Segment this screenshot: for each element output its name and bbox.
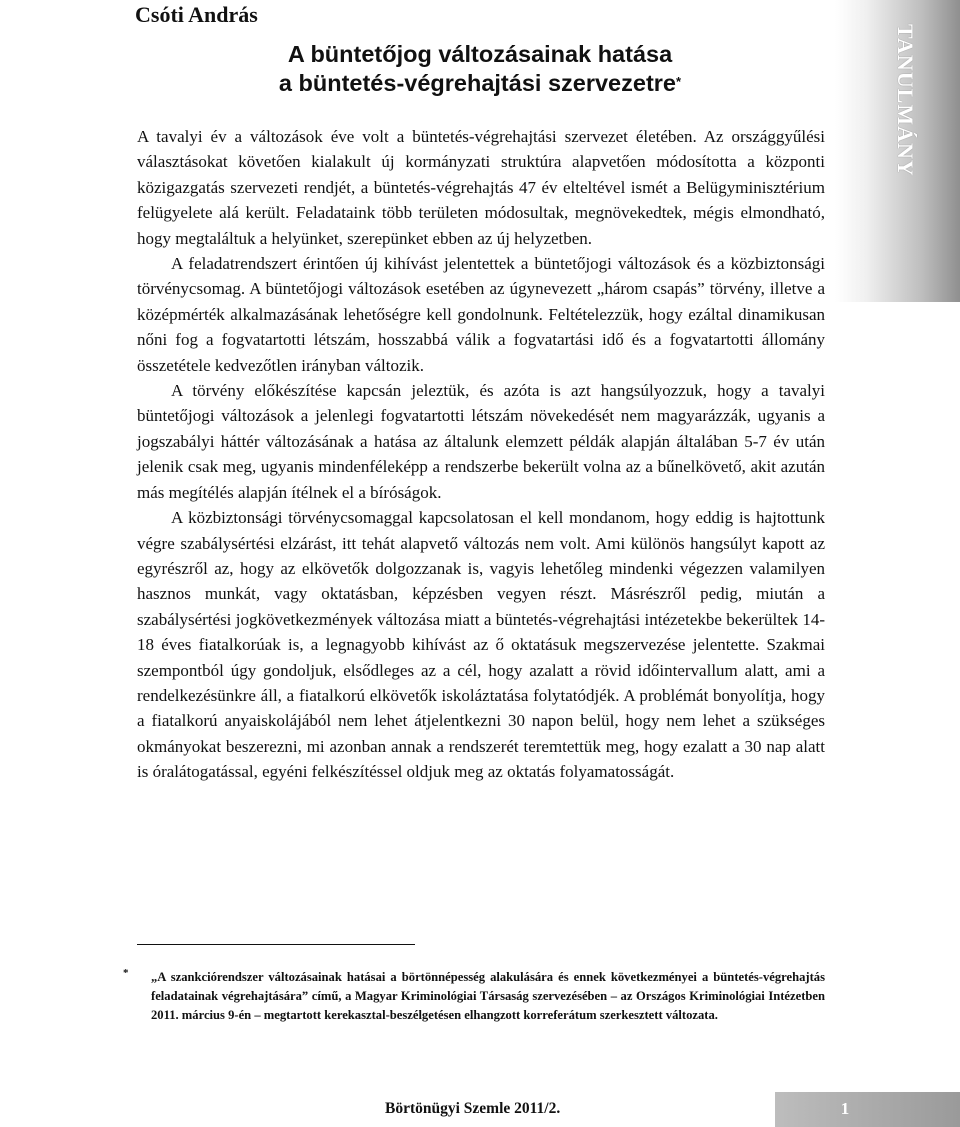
- article-body: [137, 124, 825, 785]
- title-line-2: [220, 69, 740, 98]
- title-footnote-mark: *: [676, 74, 682, 89]
- body-paragraph-1: A tavalyi év a változások éve volt a büntetés-végrehajtási szervezet életében. Az országgyűlési választásokat követően kialakult új kormányzati struktúra alapvetően módosította a központi közigazgatás szervezeti rendjét, a büntetés-végrehajtás 47 év elteltével ismét a Belügyminisztérium felügyelete alá került. Feladataink több területen módosultak, megnövekedtek, mégis elmondható, hogy megtaláltuk a helyünket, szerepünket ebben az új helyzetben.: [137, 127, 825, 248]
- article-title: [220, 40, 740, 98]
- journal-reference: Börtönügyi Szemle 2011/2.: [385, 1100, 561, 1117]
- page-number-box: [775, 1092, 960, 1127]
- body-paragraph-3: A törvény előkészítése kapcsán jeleztük, és azóta is azt hangsúlyozzuk, hogy a tavalyi büntetőjogi változások a jelenlegi fogvatartotti létszám növekedését nem magyarázzák, ugyanis a jogszabályi háttér változásának a hatása az általunk elemzett példák alapján általában 5-7 év után jelenik csak meg, ugyanis mindenféleképp a rendszerbe bekerült volna az a bűnelkövető, akit azután más megítélés alapján ítélnek el a bíróságok.: [137, 381, 825, 502]
- footnote: [123, 968, 825, 1025]
- title-line-2-text: a büntetés-végrehajtási szervezetre: [278, 70, 676, 96]
- author-name: Csóti András: [135, 2, 258, 27]
- footnote-text: „A szankciórendszer változásainak hatásai a börtönnépesség alakulására és ennek következményei a büntetés-végrehajtás feladatainak végrehajtására” című, a Magyar Kriminológiai Társaság szervezésében – az Országos Kriminológiai Intézetben 2011. március 9-én – megtartott kerekasztal-beszélgetésen elhangzott korreferátum szerkesztett változata.: [151, 970, 825, 1022]
- section-tab-label: TANULMÁNY: [893, 24, 918, 177]
- body-paragraph-4: A közbiztonsági törvénycsomaggal kapcsolatosan el kell mondanom, hogy eddig is hajtottunk végre szabálysértési elzárást, itt tehát alapvető változás nem volt. Ami különös hangsúlyt kapott az egyrészről az, hogy az elkövetők dolgozzanak is, vagyis lehetőleg mindenki végezzen valamilyen hasznos munkát, vagy oktatásban, képzésben vegyen részt. Másrészről pedig, miután a szabálysértési jogkövetkezmények változása miatt a büntetés-végrehajtási intézetekbe bekerültek 14-18 éves fiatalkorúak is, a legnagyobb kihívást az ő oktatásuk megszervezése jelentette. Szakmai szempontból úgy gondoljuk, elsődleges az a cél, hogy azalatt a rövid időintervallum alatt, ami a rendelkezésünkre áll, a fiatalkorú elkövetők iskoláztatása folytatódjék. A problémát bonyolítja, hogy a fiatalkorú anyaiskolájából nem lehet átjelentkezni 30 napon belül, hogy nem lehet a szükséges okmányokat beszerezni, mi azonban annak a rendszerét teremtettük meg, hogy ezalatt a 30 nap alatt is óralátogatással, egyéni felkészítéssel oldjuk meg az oktatás folyamatosságát.: [137, 508, 825, 782]
- page-number: 1: [840, 1099, 850, 1118]
- footnote-divider: [137, 944, 415, 945]
- title-line-1: A büntetőjog változásainak hatása: [287, 41, 673, 67]
- body-paragraph-2: A feladatrendszert érintően új kihívást jelentettek a büntetőjogi változások és a közbiztonsági törvénycsomag. A büntetőjogi változások esetében az úgynevezett „három csapás” törvény, illetve a középmérték alkalmazásának lehetőségre kell gondolnunk. Feltételezzük, hogy ezáltal dinamikusan nőni fog a fogvatartotti létszám, hosszabbá válik a fogvatartási idő és a fogvatartotti állomány összetétele kedvezőtlen irányban változik.: [137, 254, 825, 375]
- footnote-mark: *: [123, 967, 129, 979]
